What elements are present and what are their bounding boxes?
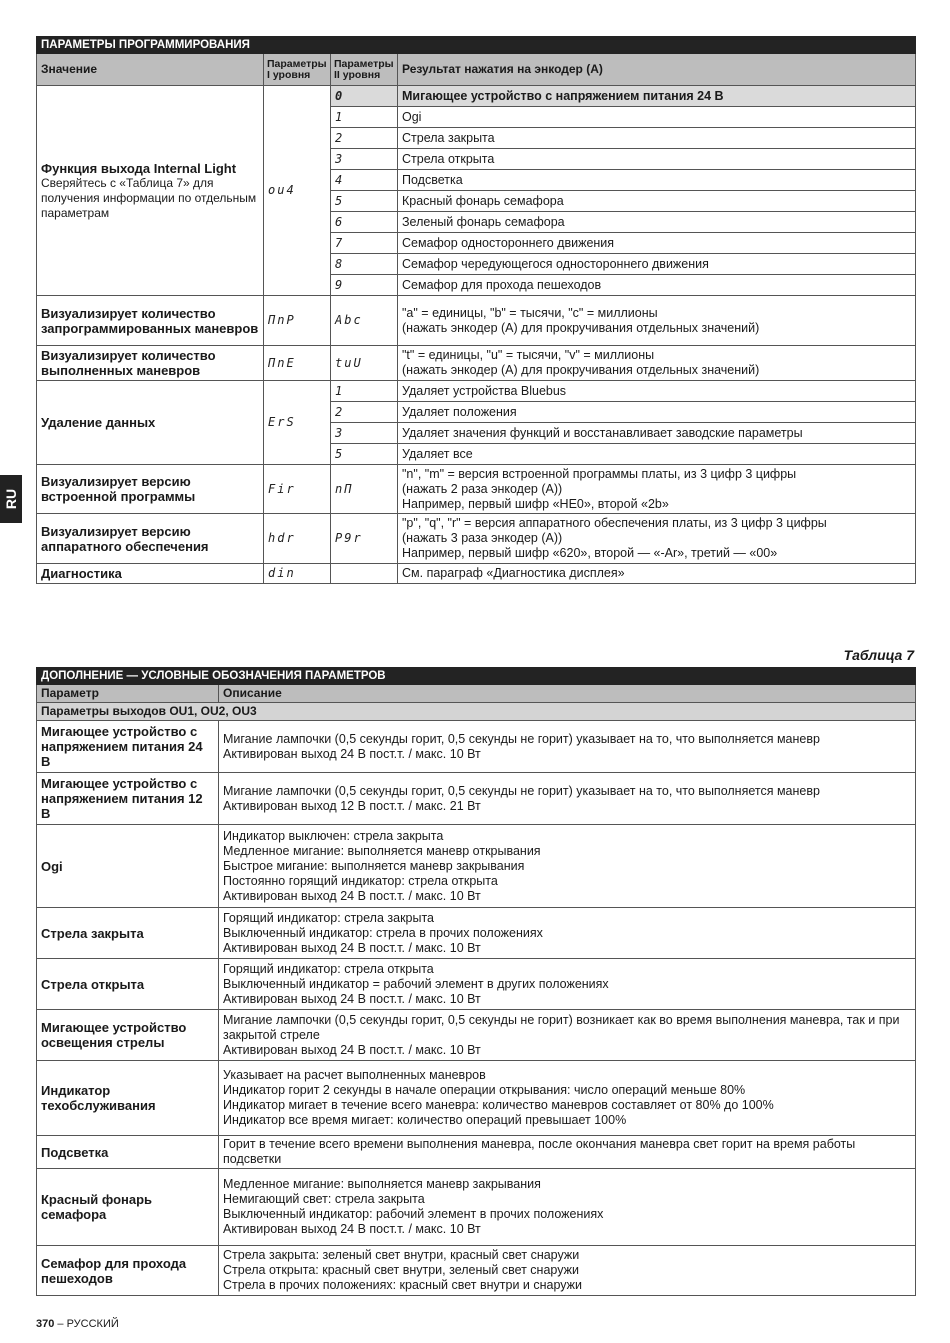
param-code: nП	[331, 465, 398, 514]
param-code-empty	[331, 564, 398, 584]
option-text: Удаляет устройства Bluebus	[398, 381, 916, 402]
page-footer	[36, 1318, 119, 1330]
legend-param-name: Ogi	[37, 825, 219, 908]
legend-param-desc: Мигание лампочки (0,5 секунды горит, 0,5 секунды не горит) указывает на то, что выполняется маневр Активирован выход 12 В пост.т. / макс. 21 Вт	[219, 773, 916, 825]
option-text: Семафор для прохода пешеходов	[398, 275, 916, 296]
param-result: "t" = единицы, "u" = тысячи, "v" = миллионы (нажать энкодер (A) для прокручивания отдельных значений)	[398, 346, 916, 381]
option-code: 1	[331, 107, 398, 128]
param-result: "p", "q", "r" = версия аппаратного обеспечения платы, из 3 цифр 3 цифры (нажать 3 раза энкодер (A)) Например, первый шифр «620», второй — «-Ar», третий — «00»	[398, 514, 916, 564]
param-code: hdr	[264, 514, 331, 564]
table-row	[37, 1010, 916, 1061]
option-text: Семафор одностороннего движения	[398, 233, 916, 254]
param-name: Удаление данных	[37, 381, 264, 465]
legend-param-desc: Стрела закрыта: зеленый свет внутри, красный свет снаружи Стрела открыта: красный свет внутри, зеленый свет снаружи Стрела в прочих положениях: красный свет внутри и снаружи	[219, 1246, 916, 1296]
option-text: Зеленый фонарь семафора	[398, 212, 916, 233]
option-code: 0	[331, 86, 398, 107]
language-tab-label: RU	[2, 488, 19, 510]
subheader-outputs: Параметры выходов OU1, OU2, OU3	[37, 703, 916, 721]
table-row	[37, 1169, 916, 1246]
legend-param-desc: Мигание лампочки (0,5 секунды горит, 0,5 секунды не горит) указывает на то, что выполняется маневр Активирован выход 24 В пост.т. / макс. 10 Вт	[219, 721, 916, 773]
option-code: 4	[331, 170, 398, 191]
param-name: Визуализирует количество запрограммированных маневров	[37, 296, 264, 346]
option-code: 5	[331, 191, 398, 212]
programming-parameters-table	[36, 36, 916, 584]
header-result: Результат нажатия на энкодер (A)	[398, 54, 916, 86]
legend-param-name: Индикатор техобслуживания	[37, 1061, 219, 1136]
param-code: P9r	[331, 514, 398, 564]
legend-param-name: Красный фонарь семафора	[37, 1169, 219, 1246]
param-code: ErS	[264, 381, 331, 465]
table7-label: Таблица 7	[843, 647, 914, 663]
option-text: Стрела закрыта	[398, 128, 916, 149]
option-code: 8	[331, 254, 398, 275]
table2-title: ДОПОЛНЕНИЕ — УСЛОВНЫЕ ОБОЗНАЧЕНИЯ ПАРАМЕТРОВ	[37, 668, 916, 685]
legend-param-desc: Горящий индикатор: стрела открыта Выключенный индикатор = рабочий элемент в других положениях Активирован выход 24 В пост.т. / макс. 10 Вт	[219, 959, 916, 1010]
option-text: Красный фонарь семафора	[398, 191, 916, 212]
parameter-legend-table	[36, 667, 916, 1296]
option-text: Удаляет положения	[398, 402, 916, 423]
param-result: "n", "m" = версия встроенной программы платы, из 3 цифр 3 цифры (нажать 2 раза энкодер (A)) Например, первый шифр «HE0», второй «2b»	[398, 465, 916, 514]
option-code: 7	[331, 233, 398, 254]
footer-lang: – РУССКИЙ	[54, 1318, 119, 1330]
option-code: 5	[331, 444, 398, 465]
option-code: 2	[331, 128, 398, 149]
option-text: Удаляет значения функций и восстанавливает заводские параметры	[398, 423, 916, 444]
legend-param-name: Мигающее устройство освещения стрелы	[37, 1010, 219, 1061]
header-desc: Описание	[219, 685, 916, 703]
legend-param-desc: Индикатор выключен: стрела закрыта Медленное мигание: выполняется маневр открывания Быстрое мигание: выполняется маневр закрывания Постоянно горящий индикатор: стрела открыта Активирован выход 24 В пост.т. / макс. 10 Вт	[219, 825, 916, 908]
param-result: "a" = единицы, "b" = тысячи, "c" = миллионы (нажать энкодер (A) для прокручивания отдельных значений)	[398, 296, 916, 346]
param-name: Визуализирует версию встроенной программы	[37, 465, 264, 514]
legend-param-name: Стрела закрыта	[37, 908, 219, 959]
table-row	[37, 721, 916, 773]
param-code: din	[264, 564, 331, 584]
param-name: Диагностика	[37, 564, 264, 584]
option-text: Стрела открыта	[398, 149, 916, 170]
legend-param-name: Мигающее устройство с напряжением питания 12 В	[37, 773, 219, 825]
legend-param-desc: Указывает на расчет выполненных маневров Индикатор горит 2 секунды в начале операции открывания: число операций меньше 80% Индикатор мигает в течение всего маневра: количество маневров составляет от 80% до 100% Индикатор все время мигает: количество операций превышает 100%	[219, 1061, 916, 1136]
option-code: 1	[331, 381, 398, 402]
option-code: 6	[331, 212, 398, 233]
legend-param-name: Мигающее устройство с напряжением питания 24 В	[37, 721, 219, 773]
option-text: Семафор чередующегося одностороннего движения	[398, 254, 916, 275]
legend-param-name: Подсветка	[37, 1136, 219, 1169]
table-row	[37, 959, 916, 1010]
option-text: Мигающее устройство с напряжением питания 24 В	[398, 86, 916, 107]
option-text: Ogi	[398, 107, 916, 128]
legend-param-desc: Горящий индикатор: стрела закрыта Выключенный индикатор: стрела в прочих положениях Активирован выход 24 В пост.т. / макс. 10 Вт	[219, 908, 916, 959]
table-row	[37, 1061, 916, 1136]
internal-light-desc: Сверяйтесь с «Таблица 7» для получения информации по отдельным параметрам	[41, 175, 257, 220]
header-param: Параметр	[37, 685, 219, 703]
param-code: Abc	[331, 296, 398, 346]
legend-param-desc: Горит в течение всего времени выполнения маневра, после окончания маневра свет горит на время работы подсветки	[219, 1136, 916, 1169]
language-tab	[0, 475, 22, 523]
page-number: 370	[36, 1318, 55, 1330]
param-name: Визуализирует версию аппаратного обеспечения	[37, 514, 264, 564]
header-level2: Параметры II уровня	[331, 54, 398, 86]
legend-param-name: Семафор для прохода пешеходов	[37, 1246, 219, 1296]
param-result: См. параграф «Диагностика дисплея»	[398, 564, 916, 584]
option-code: 2	[331, 402, 398, 423]
param-code: ou4	[264, 86, 331, 296]
table-row	[37, 1136, 916, 1169]
header-level1: Параметры I уровня	[264, 54, 331, 86]
table-row	[37, 825, 916, 908]
option-code: 3	[331, 149, 398, 170]
param-name	[37, 86, 264, 296]
option-code: 3	[331, 423, 398, 444]
param-code: ПnP	[264, 296, 331, 346]
table-row	[37, 908, 916, 959]
header-value: Значение	[37, 54, 264, 86]
legend-param-desc: Мигание лампочки (0,5 секунды горит, 0,5 секунды не горит) возникает как во время выполнения маневра, так и при закрытой стреле Активирован выход 24 В пост.т. / макс. 10 Вт	[219, 1010, 916, 1061]
param-code: tuU	[331, 346, 398, 381]
legend-param-name: Стрела открыта	[37, 959, 219, 1010]
param-code: Fir	[264, 465, 331, 514]
table1-title: ПАРАМЕТРЫ ПРОГРАММИРОВАНИЯ	[37, 37, 916, 54]
table-row	[37, 1246, 916, 1296]
option-text: Подсветка	[398, 170, 916, 191]
option-text: Удаляет все	[398, 444, 916, 465]
option-code: 9	[331, 275, 398, 296]
param-code: ПnE	[264, 346, 331, 381]
internal-light-name: Функция выхода Internal Light	[41, 160, 237, 176]
param-name: Визуализирует количество выполненных маневров	[37, 346, 264, 381]
table-row	[37, 773, 916, 825]
legend-param-desc: Медленное мигание: выполняется маневр закрывания Немигающий свет: стрела закрыта Выключенный индикатор: рабочий элемент в прочих положениях Активирован выход 24 В пост.т. / макс. 10 Вт	[219, 1169, 916, 1246]
